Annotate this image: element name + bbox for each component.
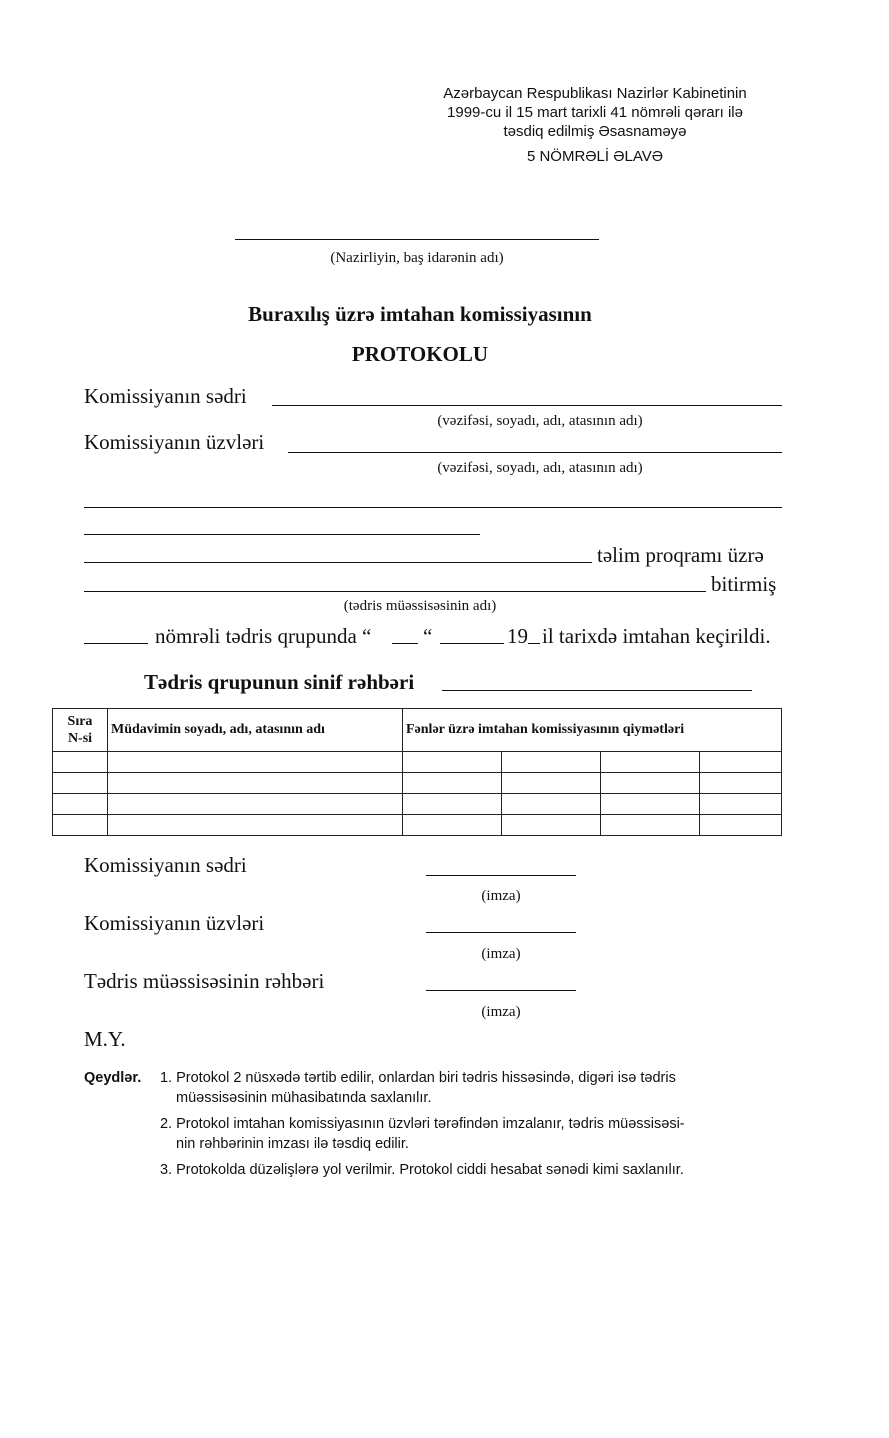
approval-header — [410, 84, 780, 166]
table-cell[interactable] — [108, 773, 403, 794]
year-input-line[interactable] — [528, 643, 540, 644]
chair-label: Komissiyanın sədri — [84, 384, 247, 408]
header-line-1: Azərbaycan Respublikası Nazirlər Kabinetinin — [443, 85, 747, 102]
table-cell[interactable] — [108, 794, 403, 815]
chair-input-line[interactable] — [272, 405, 782, 406]
sign-chair-caption: (imza) — [481, 888, 521, 904]
members-input-line[interactable] — [288, 452, 782, 453]
note-1-line-b: müəssisəsinin mühasibatında saxlanılır. — [176, 1090, 432, 1106]
document-subtitle: PROTOKOLU — [351, 342, 489, 366]
table-cell[interactable] — [53, 773, 108, 794]
program-text: təlim proqramı üzrə — [597, 543, 764, 567]
sign-head-label: Tədris müəssisəsinin rəhbəri — [84, 969, 325, 993]
notes-label: Qeydlər. — [84, 1070, 142, 1086]
table-cell[interactable] — [403, 815, 502, 836]
table-cell[interactable] — [601, 773, 700, 794]
document-title: Buraxılış üzrə imtahan komissiyasının — [248, 302, 592, 326]
table-cell[interactable] — [502, 794, 601, 815]
col-student-header: Müdavimin soyadı, adı, atasının adı — [108, 709, 403, 752]
col-number-line-1: Sıra — [67, 714, 93, 729]
table-cell[interactable] — [53, 794, 108, 815]
chair-caption: (vəzifəsi, soyadı, adı, atasının adı) — [437, 413, 643, 429]
note-1-line-a: 1. Protokol 2 nüsxədə tərtib edilir, onlardan biri tədris hissəsində, digəri isə tədris — [160, 1070, 676, 1086]
table-cell[interactable] — [108, 752, 403, 773]
table-cell[interactable] — [403, 752, 502, 773]
note-1 — [160, 1068, 784, 1108]
table-cell[interactable] — [502, 815, 601, 836]
header-line-2: 1999-cu il 15 mart tarixli 41 nömrəli qərarı ilə — [447, 104, 743, 121]
group-text-c: 19 — [507, 624, 528, 648]
ministry-caption: (Nazirliyin, baş idarənin adı) — [330, 250, 504, 266]
graduated-text: bitirmiş — [711, 572, 777, 596]
note-3-line: 3. Protokolda düzəlişlərə yol verilmir. Protokol ciddi hesabat sənədi kimi saxlanılır. — [160, 1162, 684, 1178]
table-cell[interactable] — [700, 794, 782, 815]
table-cell[interactable] — [53, 815, 108, 836]
table-row — [53, 815, 782, 836]
table-cell[interactable] — [700, 815, 782, 836]
sign-members-caption: (imza) — [481, 946, 521, 962]
col-number-line-2: N-si — [67, 731, 93, 746]
group-text-d: il tarixdə imtahan keçirildi. — [542, 624, 771, 648]
group-text-b: “ — [423, 624, 433, 648]
institution-input-line[interactable] — [84, 591, 706, 592]
table-cell[interactable] — [403, 794, 502, 815]
table-cell[interactable] — [53, 752, 108, 773]
members-extra-line-1[interactable] — [84, 507, 782, 508]
class-head-input-line[interactable] — [442, 690, 752, 691]
table-cell[interactable] — [700, 752, 782, 773]
note-2-line-a: 2. Protokol imtahan komissiyasının üzvləri tərəfindən imzalanır, tədris müəssisəsi- — [160, 1116, 685, 1132]
sign-head-caption: (imza) — [481, 1004, 521, 1020]
col-grades-header: Fənlər üzrə imtahan komissiyasının qiymətləri — [403, 709, 782, 752]
sign-members-line[interactable] — [426, 932, 576, 933]
header-line-4: 5 NÖMRƏLİ ƏLAVƏ — [526, 148, 664, 165]
grades-table — [52, 708, 782, 836]
group-text-a: nömrəli tədris qrupunda “ — [155, 624, 372, 648]
ministry-name-line[interactable] — [235, 239, 599, 240]
day-input-line[interactable] — [392, 643, 418, 644]
table-cell[interactable] — [502, 752, 601, 773]
table-cell[interactable] — [601, 815, 700, 836]
table-cell[interactable] — [403, 773, 502, 794]
table-cell[interactable] — [601, 752, 700, 773]
header-line-3: təsdiq edilmiş Əsasnaməyə — [503, 123, 687, 140]
group-number-line[interactable] — [84, 643, 148, 644]
table-cell[interactable] — [601, 794, 700, 815]
table-cell[interactable] — [108, 815, 403, 836]
table-row — [53, 752, 782, 773]
col-number-header — [53, 709, 108, 752]
note-3 — [160, 1160, 784, 1180]
table-row — [53, 773, 782, 794]
sign-head-line[interactable] — [426, 990, 576, 991]
table-cell[interactable] — [700, 773, 782, 794]
sign-chair-line[interactable] — [426, 875, 576, 876]
class-head-label: Tədris qrupunun sinif rəhbəri — [144, 670, 415, 694]
members-caption: (vəzifəsi, soyadı, adı, atasının adı) — [437, 460, 643, 476]
institution-caption: (tədris müəssisəsinin adı) — [343, 598, 497, 614]
note-2-line-b: nin rəhbərinin imzası ilə təsdiq edilir. — [176, 1136, 409, 1152]
members-label: Komissiyanın üzvləri — [84, 430, 265, 454]
sign-chair-label: Komissiyanın sədri — [84, 853, 247, 877]
month-input-line[interactable] — [440, 643, 504, 644]
table-cell[interactable] — [502, 773, 601, 794]
table-header-row — [53, 709, 782, 752]
program-input-line[interactable] — [84, 562, 592, 563]
note-2 — [160, 1114, 784, 1154]
table-row — [53, 794, 782, 815]
members-extra-line-2[interactable] — [84, 534, 480, 535]
sign-members-label: Komissiyanın üzvləri — [84, 911, 265, 935]
seal-label: M.Y. — [84, 1027, 126, 1051]
